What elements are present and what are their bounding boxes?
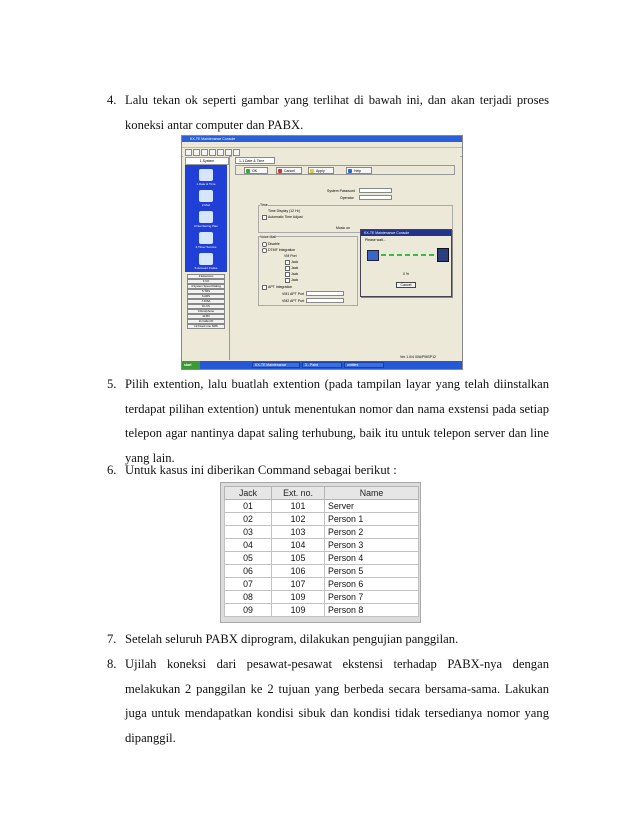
field-label: VM2 APT Port — [282, 299, 305, 303]
item-text-line: Ujilah koneksi dari pesawat-pesawat ekstensi terhadap PABX-nya dengan — [125, 657, 549, 671]
item-text-line: Setelah seluruh PABX diprogram, dilakukan pengujian panggilan. — [125, 632, 459, 646]
table-row — [225, 500, 419, 513]
field-label: Jack — [291, 260, 299, 264]
table-row — [225, 578, 419, 591]
sidebar-button: 8.LCS — [187, 304, 225, 309]
toolbar-button — [217, 149, 224, 156]
sidebar-button: 11.Caller ID — [187, 319, 225, 324]
taskbar — [182, 361, 462, 369]
ext-cell: 101 — [272, 500, 325, 513]
field-label: Time Display (12 Hr) — [268, 209, 300, 213]
vm1-port-select — [306, 291, 344, 296]
tab-date-time: 1-1 Date & Time — [235, 157, 275, 164]
item-text-line: terdapat pilihan extention) untuk menentukan nomor dan nama exstensi pada setiap — [125, 401, 549, 416]
table-row — [225, 513, 419, 526]
ext-cell: 107 — [272, 578, 325, 591]
toolbar-button — [201, 149, 208, 156]
field-label: DTMF Integration — [268, 248, 296, 252]
operator-field — [359, 195, 392, 200]
field-label: System Password — [327, 189, 356, 193]
field-label: Jack — [291, 278, 299, 282]
field-label: Disable — [268, 242, 280, 246]
sidebar-header: 1.System — [185, 157, 229, 165]
sidebar-button: 9.Doorphone — [187, 309, 225, 314]
jack-cell: 01 — [225, 500, 272, 513]
ok-button: OK — [244, 167, 268, 174]
item-text-line: koneksi antar computer dan PABX. — [125, 117, 304, 132]
table-row — [225, 591, 419, 604]
field-label: Music on — [336, 226, 351, 230]
name-cell: Person 5 — [325, 565, 419, 578]
group-label: Voice Mail — [260, 235, 276, 239]
name-cell: Person 2 — [325, 526, 419, 539]
jack-cell: 06 — [225, 565, 272, 578]
jack-cell: 07 — [225, 578, 272, 591]
ext-cell: 105 — [272, 552, 325, 565]
sidebar-button: 6.ARS — [187, 294, 225, 299]
toolbar-button — [233, 149, 240, 156]
item-number: 5. — [107, 377, 117, 391]
ext-cell: 102 — [272, 513, 325, 526]
name-cell: Person 3 — [325, 539, 419, 552]
sidebar-icon-label: 2.Mod — [201, 203, 211, 207]
vm2-port-select — [306, 298, 344, 303]
sidebar-button: 10.BV — [187, 314, 225, 319]
sidebar-icon-label: 4.Timer Service — [195, 245, 217, 249]
cancel-button: Cancel — [276, 167, 302, 174]
item-text-line: melakukan 2 panggilan ke 2 tujuan yang berbeda secara bersama-sama. Lakukan — [125, 681, 549, 696]
apply-button: Apply — [308, 167, 334, 174]
field-label: VM Port — [284, 254, 297, 258]
ext-cell: 106 — [272, 565, 325, 578]
close-icon — [278, 169, 282, 173]
version-text: Ver 1.0/4 00A/PMSP12 — [400, 355, 436, 359]
column-header-ext-no: Ext. no. — [272, 487, 325, 500]
jack-cell: 09 — [225, 604, 272, 617]
window-title: KX-TE Maintenance Console — [190, 137, 236, 141]
table-header-row — [225, 487, 419, 500]
dialog-percent: 0 % — [403, 272, 410, 276]
item-number: 6. — [107, 463, 117, 477]
item-text-line: telepon agar nantinya dapat saling terhubung, baik itu untuk telepon server dan line — [125, 426, 549, 440]
sidebar-button: 5.TRS — [187, 289, 225, 294]
console-main-panel — [232, 156, 460, 360]
dialog-title: KX-TE Maintenance Console — [361, 230, 451, 236]
dialog-cancel-button: Cancel — [396, 282, 416, 288]
toolbar-button — [193, 149, 200, 156]
taskbar-item: KX-TE Maintenance — [252, 362, 300, 368]
help-icon — [348, 169, 352, 173]
checkbox — [285, 266, 290, 271]
jack-cell: 08 — [225, 591, 272, 604]
table-row — [225, 604, 419, 617]
help-button: Help — [346, 167, 372, 174]
column-header-name: Name — [325, 487, 419, 500]
radio — [262, 248, 267, 253]
field-label: Operator — [340, 196, 354, 200]
module-icon — [199, 190, 213, 202]
password-field — [359, 188, 392, 193]
item-number: 7. — [107, 632, 117, 646]
checkbox — [262, 215, 267, 220]
extension-table-figure — [220, 482, 421, 623]
sidebar-button: 3.CO — [187, 279, 225, 284]
numbering-icon — [199, 211, 213, 223]
item-text-line: dipanggil. — [125, 730, 176, 745]
ext-cell: 104 — [272, 539, 325, 552]
jack-cell: 05 — [225, 552, 272, 565]
sidebar-icon-label: 1.Date & Time — [196, 182, 216, 186]
name-cell: Person 8 — [325, 604, 419, 617]
sidebar-button: 12.Fixed Line SMS — [187, 324, 225, 329]
sidebar-icon-label: 5.Account Codes — [194, 266, 218, 270]
start-button: start — [182, 361, 200, 369]
checkbox — [262, 285, 267, 290]
sidebar-button: 4.System Speed Dialing — [187, 284, 225, 289]
name-cell: Server — [325, 500, 419, 513]
checkbox — [285, 272, 290, 277]
users-icon — [199, 253, 213, 265]
console-sidebar — [183, 156, 230, 360]
jack-cell: 04 — [225, 539, 272, 552]
apply-icon — [310, 169, 314, 173]
ext-cell: 109 — [272, 591, 325, 604]
name-cell: Person 4 — [325, 552, 419, 565]
item-text-line: Lalu tekan ok seperti gambar yang terlihat di bawah ini, dan akan terjadi proses — [125, 93, 549, 107]
item-text-line: Pilih extention, lalu buatlah extention (pada tampilan layar yang telah diinstalkan — [125, 377, 549, 391]
ext-cell: 103 — [272, 526, 325, 539]
item-number: 8. — [107, 657, 117, 671]
sidebar-icon-panel — [185, 165, 227, 272]
table-row — [225, 526, 419, 539]
extension-table — [224, 486, 419, 617]
computer-icon — [367, 250, 379, 261]
sidebar-button: 2.Extension — [187, 274, 225, 279]
toolbar-button — [225, 149, 232, 156]
field-label: Automatic Time Adjust — [268, 215, 303, 219]
item-text-line: juga untuk mendapatkan kondisi sibuk dan kondisi tidak tersedianya nomor yang — [125, 706, 549, 720]
toolbar-button — [209, 149, 216, 156]
action-bar — [235, 165, 455, 175]
radio — [262, 242, 267, 247]
item-number: 4. — [107, 93, 117, 107]
name-cell: Person 6 — [325, 578, 419, 591]
clock-icon — [199, 169, 213, 181]
field-label: Jack — [291, 272, 299, 276]
checkbox — [285, 260, 290, 265]
table-row — [225, 539, 419, 552]
jack-cell: 03 — [225, 526, 272, 539]
taskbar-item: untitled — [344, 362, 384, 368]
column-header-jack: Jack — [225, 487, 272, 500]
field-label: APT Integration — [268, 285, 293, 289]
item-text-line: yang lain. — [125, 450, 175, 465]
sidebar-icon-label: 3.Numbering Plan — [193, 224, 218, 228]
connecting-dialog — [360, 229, 452, 297]
pabx-icon — [437, 248, 449, 262]
timer-icon — [199, 232, 213, 244]
check-icon — [246, 169, 250, 173]
item-text-line: Untuk kasus ini diberikan Command sebagai berikut : — [125, 463, 397, 477]
table-row — [225, 552, 419, 565]
taskbar-item: 3 - Paint — [302, 362, 342, 368]
group-label: Time — [260, 203, 268, 207]
maintenance-console-screenshot — [181, 135, 463, 370]
jack-cell: 02 — [225, 513, 272, 526]
checkbox — [285, 278, 290, 283]
sidebar-button: 7.DISA — [187, 299, 225, 304]
ext-cell: 109 — [272, 604, 325, 617]
dialog-message: Please wait... — [365, 238, 386, 242]
name-cell: Person 7 — [325, 591, 419, 604]
field-label: VM1 APT Port — [282, 292, 305, 296]
toolbar-button — [185, 149, 192, 156]
field-label: Jack — [291, 266, 299, 270]
table-row — [225, 565, 419, 578]
name-cell: Person 1 — [325, 513, 419, 526]
